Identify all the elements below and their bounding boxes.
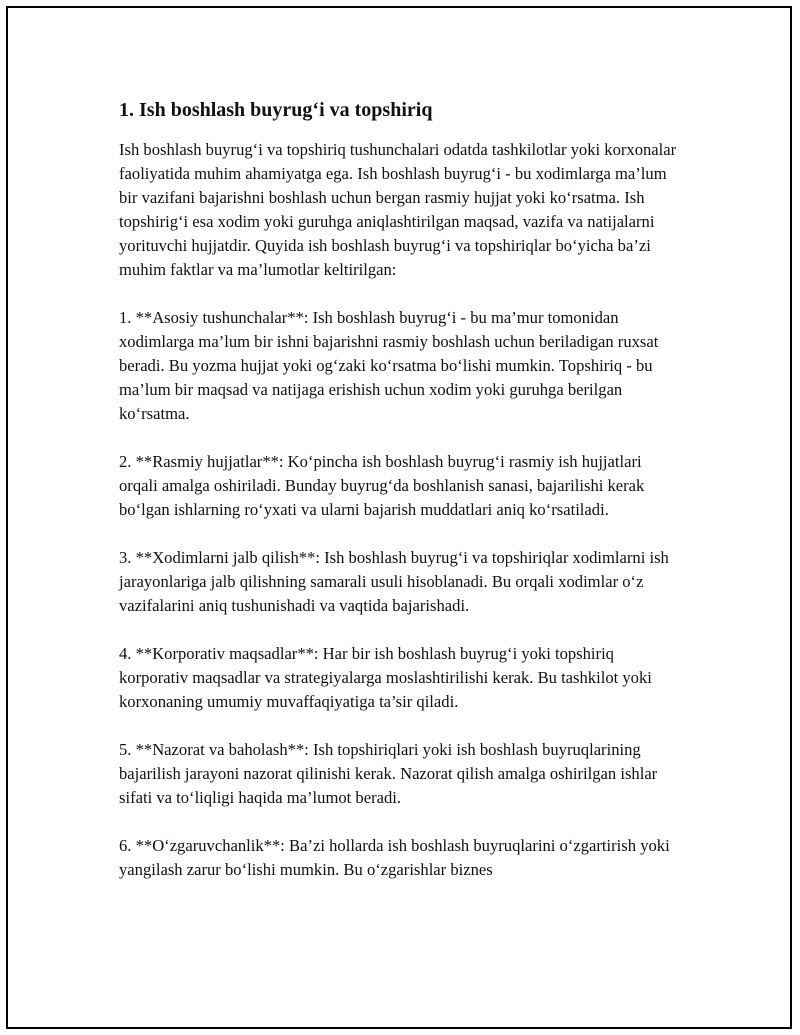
paragraph-2-rasmiy-hujjatlar: 2. **Rasmiy hujjatlar**: Ko‘pincha ish boshlash buyrug‘i rasmiy ish hujjatlari orqali amalga oshiriladi. Bunday buyrug‘da boshlanish sanasi, bajarilishi kerak bo‘lgan ishlarning ro‘yxati va ularni bajarish muddatlari aniq ko‘rsatiladi. (119, 452, 645, 519)
paragraph-1-asosiy-tushunchalar: 1. **Asosiy tushunchalar**: Ish boshlash buyrug‘i - bu ma’mur tomonidan xodimlarga ma’lum bir ishni bajarishni rasmiy boshlash uchun beriladigan ruxsat beradi. Bu yozma hujjat yoki og‘zaki ko‘rsatma bo‘lishi mumkin. Topshiriq - bu ma’lum bir maqsad va natijaga erishish uchun xodim yoki guruhga berilgan ko‘rsatma. (119, 308, 659, 423)
paragraph-3-xodimlarni-jalb-qilish: 3. **Xodimlarni jalb qilish**: Ish boshlash buyrug‘i va topshiriqlar xodimlarni ish jarayonlariga jalb qilishning samarali usuli hisoblanadi. Bu orqali xodimlar o‘z vazifalarini aniq tushunishadi va vaqtida bajarishadi. (119, 548, 669, 615)
paragraph-4-korporativ-maqsadlar: 4. **Korporativ maqsadlar**: Har bir ish boshlash buyrug‘i yoki topshiriq korporativ maqsadlar va strategiyalarga moslashtirilishi kerak. Bu tashkilot yoki korxonaning umumiy muvaffaqiyatiga ta’sir qiladi. (119, 644, 652, 711)
intro-paragraph: Ish boshlash buyrug‘i va topshiriq tushunchalari odatda tashkilotlar yoki korxonalar faoliyatida muhim ahamiyatga ega. Ish boshlash buyrug‘i - bu xodimlarga ma’lum bir vazifani bajarishni boshlash uchun bergan rasmiy hujjat yoki ko‘rsatma. Ish topshirig‘i esa xodim yoki guruhga aniqlashtirilgan maqsad, vazifa va natijalarni yorituvchi hujjatdir. Quyida ish boshlash buyrug‘i va topshiriqlar bo‘yicha ba’zi muhim faktlar va ma’lumotlar keltirilgan: (119, 140, 677, 279)
page-title: 1. Ish boshlash buyrug‘i va topshiriq (119, 99, 433, 121)
document-body (119, 96, 679, 906)
paragraph-5-nazorat-va-baholash: 5. **Nazorat va baholash**: Ish topshiriqlari yoki ish boshlash buyruqlarining bajarilish jarayoni nazorat qilinishi kerak. Nazorat qilish amalga oshirilgan ishlar sifati va to‘liqligi haqida ma’lumot beradi. (119, 740, 658, 807)
page-frame (6, 6, 792, 1029)
paragraph-6-ozgaruvchanlik: 6. **O‘zgaruvchanlik**: Ba’zi hollarda ish boshlash buyruqlarini o‘zgartirish yoki yangilash zarur bo‘lishi mumkin. Bu o‘zgarishlar biznes (119, 836, 670, 879)
